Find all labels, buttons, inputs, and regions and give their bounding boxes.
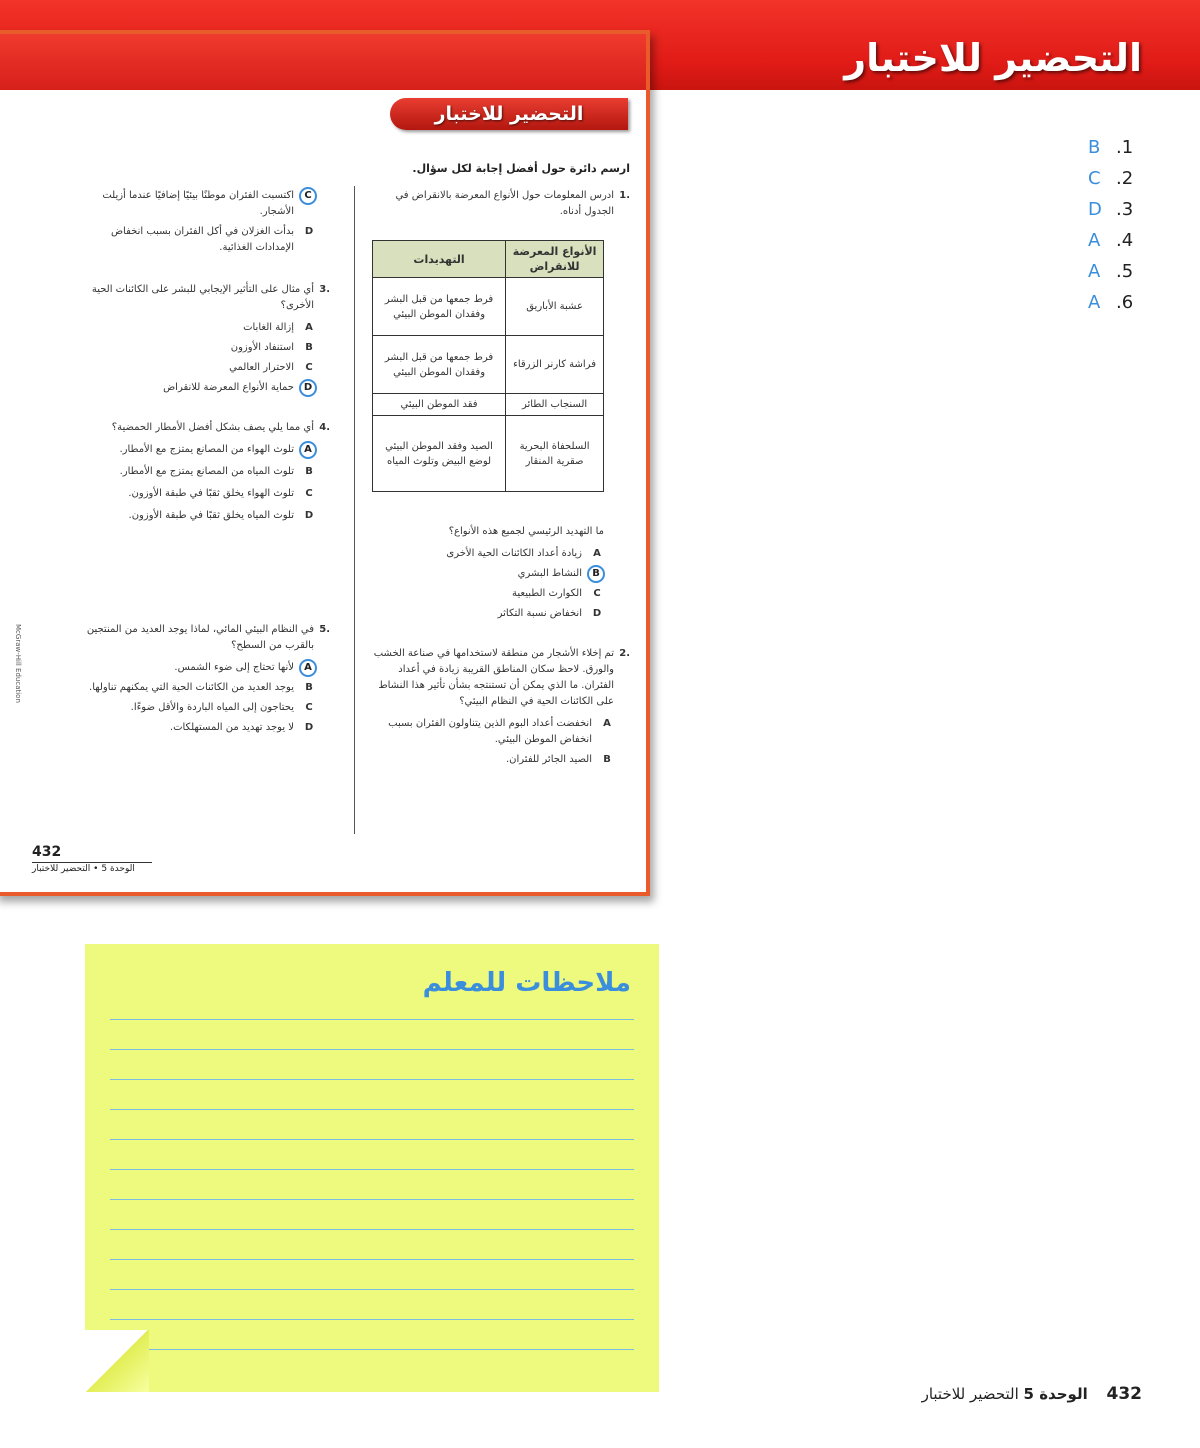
answer-option <box>84 486 316 502</box>
option-letter-circled: D <box>299 379 317 397</box>
unit-label: الوحدة 5 <box>1023 1385 1088 1403</box>
answer-number: .4 <box>1116 230 1134 251</box>
option-letter: B <box>305 466 313 477</box>
answer-key <box>1088 132 1133 318</box>
note-line <box>130 1349 634 1350</box>
page-curl <box>85 1330 149 1392</box>
answer-number: .1 <box>1116 137 1134 158</box>
question-text: تم إخلاء الأشجار من منطقة لاستخدامها في صناعة الخشب والورق. لاحظ سكان المناطق القريبة زيادة في أعداد الفئران. ما الذي يمكن أن تستنتجه بشأن تأثير هذا النشاط على الكائنات الحية في النظام البيئي؟ <box>373 648 614 707</box>
answer-option <box>84 442 316 458</box>
answer-key-row <box>1088 163 1133 194</box>
option-text: إزالة الغابات <box>243 322 294 333</box>
table-header: الأنواع المعرضة للانقراض <box>506 241 604 278</box>
option-letter: D <box>592 608 602 619</box>
note-line <box>110 1259 634 1260</box>
answer-option <box>84 224 316 256</box>
option-text: النشاط البشري <box>517 568 582 579</box>
table-cell: فرط جمعها من قبل البشر وفقدان الموطن البيئي <box>373 336 506 394</box>
question-text: ادرس المعلومات حول الأنواع المعرضة بالانقراض في الجدول أدناه. <box>395 190 614 217</box>
option-letter: D <box>304 226 314 237</box>
student-page-thumbnail <box>0 30 650 896</box>
table-cell: فراشة كارنر الزرقاء <box>506 336 604 394</box>
note-line <box>110 1019 634 1020</box>
option-text: زيادة أعداد الكائنات الحية الأخرى <box>446 548 582 559</box>
option-text: حماية الأنواع المعرضة للانقراض <box>163 382 294 393</box>
answer-option <box>366 752 614 768</box>
option-text: تلوث المياه من المصانع يمتزج مع الأمطار. <box>119 466 294 477</box>
answer-option <box>84 508 316 524</box>
question-number: 4. <box>319 422 330 433</box>
endangered-species-table <box>372 240 604 492</box>
note-line <box>110 1319 634 1320</box>
option-letter: B <box>305 682 313 693</box>
question-number: 5. <box>319 624 330 635</box>
option-letter-circled: A <box>299 659 317 677</box>
answer-letter: A <box>1088 292 1101 313</box>
question-text: ما التهديد الرئيسي لجميع هذه الأنواع؟ <box>448 526 604 537</box>
option-text: انخفاض نسبة التكاثر <box>497 608 582 619</box>
question-1-prompt <box>364 524 604 622</box>
answer-option <box>84 360 316 376</box>
option-letter: A <box>603 718 611 729</box>
option-letter: C <box>305 488 313 499</box>
option-text: تلوث الهواء من المصانع يمتزج مع الأمطار. <box>119 444 294 455</box>
answer-option <box>84 720 316 736</box>
table-cell: فرط جمعها من قبل البشر وفقدان الموطن البيئي <box>373 278 506 336</box>
option-letter: A <box>593 548 601 559</box>
table-header: التهديدات <box>373 241 506 278</box>
option-text: يحتاجون إلى المياه الباردة والأقل ضوءًا. <box>130 702 294 713</box>
table-cell: عشبة الأباريق <box>506 278 604 336</box>
page-number: 432 <box>1106 1384 1142 1404</box>
option-letter-circled: B <box>587 565 605 583</box>
question-text: أي مثال على التأثير الإيجابي للبشر على الكائنات الحية الأخرى؟ <box>91 284 314 311</box>
side-credit: McGraw-Hill Education <box>14 624 22 703</box>
answer-option <box>84 464 316 480</box>
option-text: لا يوجد تهديد من المستهلكات. <box>169 722 294 733</box>
answer-option <box>84 660 316 676</box>
answer-option <box>84 700 316 716</box>
mini-footer: الوحدة 5 • التحضير للاختبار <box>32 864 135 874</box>
mini-section-tab: التحضير للاختبار <box>390 98 628 130</box>
answer-option <box>364 606 604 622</box>
table-cell: فقد الموطن البيئي <box>373 394 506 416</box>
answer-key-row <box>1088 256 1133 287</box>
question-text: في النظام البيئي المائي، لماذا يوجد العديد من المنتجين بالقرب من السطح؟ <box>86 624 314 651</box>
answer-option <box>84 340 316 356</box>
question-2 <box>366 646 630 768</box>
question-number: 3. <box>319 284 330 295</box>
option-text: تلوث المياه يخلق ثقبًا في طبقة الأوزون. <box>128 510 294 521</box>
option-letter: B <box>603 754 611 765</box>
option-letter: C <box>593 588 601 599</box>
section-label: التحضير للاختبار <box>921 1385 1019 1403</box>
answer-option <box>84 188 316 220</box>
option-letter: C <box>305 702 313 713</box>
option-text: لأنها تحتاج إلى ضوء الشمس. <box>174 662 294 673</box>
note-line <box>110 1229 634 1230</box>
answer-option <box>84 380 316 396</box>
option-text: انخفضت أعداد البوم الذين يتناولون الفئران بسبب انخفاض الموطن البيئي. <box>388 718 592 745</box>
question-number: 2. <box>619 648 630 659</box>
answer-number: .6 <box>1116 292 1134 313</box>
note-line <box>110 1169 634 1170</box>
option-text: الصيد الجائر للفئران. <box>505 754 592 765</box>
option-text: الاحترار العالمي <box>229 362 294 373</box>
question-3 <box>84 282 330 396</box>
footer-rule <box>32 862 152 863</box>
answer-letter: A <box>1088 230 1101 251</box>
option-text: اكتسبت الفئران موطنًا بيئيًا إضافيًا عندما أزيلت الأشجار. <box>102 190 294 217</box>
answer-option <box>364 586 604 602</box>
answer-key-row <box>1088 132 1133 163</box>
question-4 <box>84 420 330 524</box>
answer-number: .3 <box>1116 199 1134 220</box>
option-letter-circled: C <box>299 187 317 205</box>
note-line <box>110 1079 634 1080</box>
option-text: يوجد العديد من الكائنات الحية التي يمكنهم تناولها. <box>89 682 294 693</box>
teacher-notes-panel <box>85 944 659 1392</box>
question-2-continued <box>84 188 316 256</box>
option-text: بدأت الغزلان في أكل الفئران بسبب انخفاض الإمدادات الغذائية. <box>110 226 294 253</box>
answer-key-row <box>1088 194 1133 225</box>
answer-option <box>366 716 614 748</box>
answer-key-row <box>1088 225 1133 256</box>
question-text: أي مما يلي يصف بشكل أفضل الأمطار الحمضية؟ <box>111 422 314 433</box>
mini-page-number: 432 <box>32 844 62 860</box>
notes-title: ملاحظات للمعلم <box>422 968 631 998</box>
answer-option <box>84 320 316 336</box>
answer-number: .2 <box>1116 168 1134 189</box>
option-text: استنفاد الأوزون <box>230 342 294 353</box>
table-cell: الصيد وفقد الموطن البيئي لوضع البيض وتلوث المياه <box>373 416 506 492</box>
note-line <box>110 1289 634 1290</box>
instruction-text: ارسم دائرة حول أفضل إجابة لكل سؤال. <box>412 162 630 175</box>
question-1 <box>370 188 630 220</box>
page-footer <box>922 1384 1142 1404</box>
answer-letter: B <box>1088 137 1101 158</box>
option-letter: D <box>304 510 314 521</box>
answer-letter: D <box>1088 199 1102 220</box>
option-text: الكوارث الطبيعية <box>512 588 582 599</box>
answer-letter: C <box>1088 168 1101 189</box>
answer-key-row <box>1088 287 1133 318</box>
option-letter: A <box>305 322 313 333</box>
option-letter: D <box>304 722 314 733</box>
answer-number: .5 <box>1116 261 1134 282</box>
note-line <box>110 1139 634 1140</box>
option-letter-circled: A <box>299 441 317 459</box>
question-number: 1. <box>619 190 630 201</box>
option-letter: C <box>305 362 313 373</box>
table-cell: السنجاب الطائر <box>506 394 604 416</box>
note-line <box>110 1109 634 1110</box>
table-cell: السلحفاة البحرية صقرية المنقار <box>506 416 604 492</box>
question-5 <box>84 622 330 736</box>
page-title: التحضير للاختبار <box>844 36 1142 80</box>
note-line <box>110 1049 634 1050</box>
option-letter: B <box>305 342 313 353</box>
note-line <box>110 1199 634 1200</box>
column-divider <box>354 186 355 834</box>
answer-option <box>84 680 316 696</box>
answer-option <box>364 546 604 562</box>
answer-option <box>364 566 604 582</box>
option-text: تلوث الهواء يخلق ثقبًا في طبقة الأوزون. <box>128 488 294 499</box>
answer-letter: A <box>1088 261 1101 282</box>
mini-header-bar <box>0 34 646 90</box>
